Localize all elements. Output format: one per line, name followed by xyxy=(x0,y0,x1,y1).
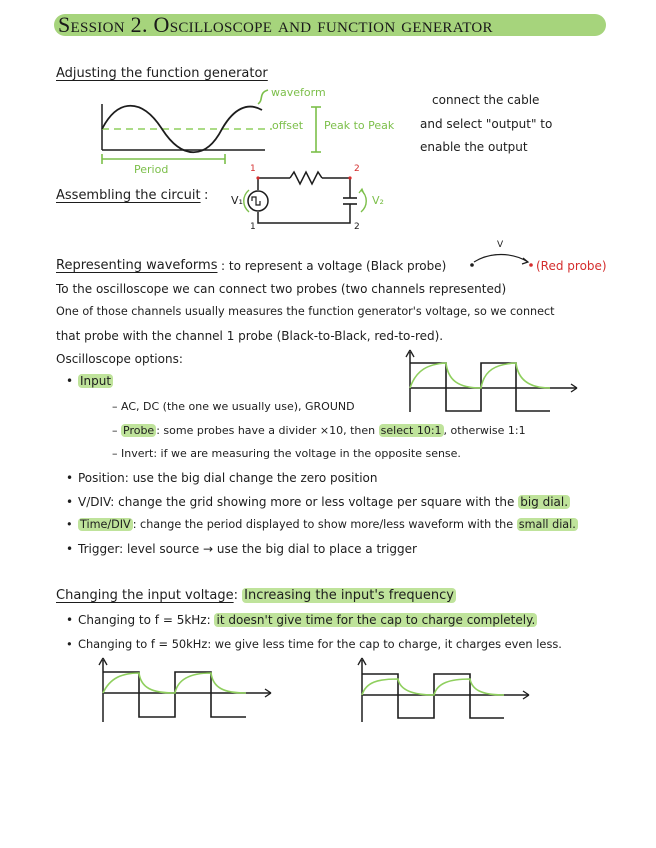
change-5khz-highlight: it doesn't give time for the cap to charge completely. xyxy=(216,613,536,627)
small-dial-highlight: small dial. xyxy=(518,518,576,531)
change-5khz-label: Changing to f = 5kHz: xyxy=(78,613,211,627)
label-peak-to-peak: Peak to Peak xyxy=(324,119,395,132)
representing-intro: : to represent a voltage (Black probe) xyxy=(221,259,447,273)
change-50khz: • Changing to f = 50kHz: we give less time for the cap to charge, it charges even less. xyxy=(78,637,562,651)
time-div-highlight: Time/DIV xyxy=(80,518,131,531)
input-sub-ac-dc: – AC, DC (the one we usually use), GROUND xyxy=(112,400,355,413)
frequency-highlight: Increasing the input's frequency xyxy=(244,588,454,603)
option-trigger: • Trigger: level source → use the big dial to place a trigger xyxy=(78,542,417,556)
time-div-text: : change the period displayed to show more/less waveform with the xyxy=(132,518,514,531)
label-v-arrow: V xyxy=(497,240,504,250)
heading-changing: Changing the input voltage xyxy=(56,588,234,603)
node-1-top: 1 xyxy=(250,164,256,174)
label-red-probe: (Red probe) xyxy=(536,259,607,273)
probe-otherwise: , otherwise 1:1 xyxy=(443,424,526,437)
note-line-3: enable the output xyxy=(420,140,528,154)
label-period: Period xyxy=(134,163,169,176)
option-input: Input xyxy=(80,374,112,388)
probe-text: : some probes have a divider ×10, then xyxy=(156,424,376,437)
label-v2: V₂ xyxy=(372,194,384,207)
input-sub-probe: – Probe : some probes have a divider ×10, then select 10:1 , otherwise 1:1 xyxy=(112,424,526,437)
probe-highlight: Probe xyxy=(123,424,155,437)
line-osc-options: Oscilloscope options: xyxy=(56,352,183,366)
line-channel-1: that probe with the channel 1 probe (Black-to-Black, red-to-red). xyxy=(56,329,444,343)
node-1-bottom: 1 xyxy=(250,222,256,232)
label-offset: offset xyxy=(272,119,304,132)
heading-representing: Representing waveforms xyxy=(56,258,218,273)
heading-adjusting: Adjusting the function generator xyxy=(56,66,268,81)
line-channels: One of those channels usually measures the function generator's voltage, so we connect xyxy=(56,305,555,318)
vdiv-text: V/DIV: change the grid showing more or less voltage per square with the xyxy=(78,495,515,509)
input-sub-invert: – Invert: if we are measuring the voltage in the opposite sense. xyxy=(112,447,461,460)
page-title: Session 2. Oscilloscope and function generator xyxy=(58,12,493,37)
node-2-bottom: 2 xyxy=(354,222,360,232)
changing-colon: : xyxy=(233,588,239,603)
select-10-1: select 10:1 xyxy=(380,424,442,437)
label-v1: V₁ xyxy=(231,194,243,207)
heading-colon: : xyxy=(204,188,209,203)
heading-assembling: Assembling the circuit xyxy=(56,188,201,203)
label-waveform: waveform xyxy=(271,86,326,99)
option-position: • Position: use the big dial change the zero position xyxy=(78,471,378,485)
node-2-top: 2 xyxy=(354,164,360,174)
note-line-2: and select "output" to xyxy=(420,117,553,131)
line-two-probes: To the oscilloscope we can connect two probes (two channels represented) xyxy=(56,282,507,296)
note-line-1: connect the cable xyxy=(432,93,540,107)
big-dial-highlight: big dial. xyxy=(520,495,569,509)
